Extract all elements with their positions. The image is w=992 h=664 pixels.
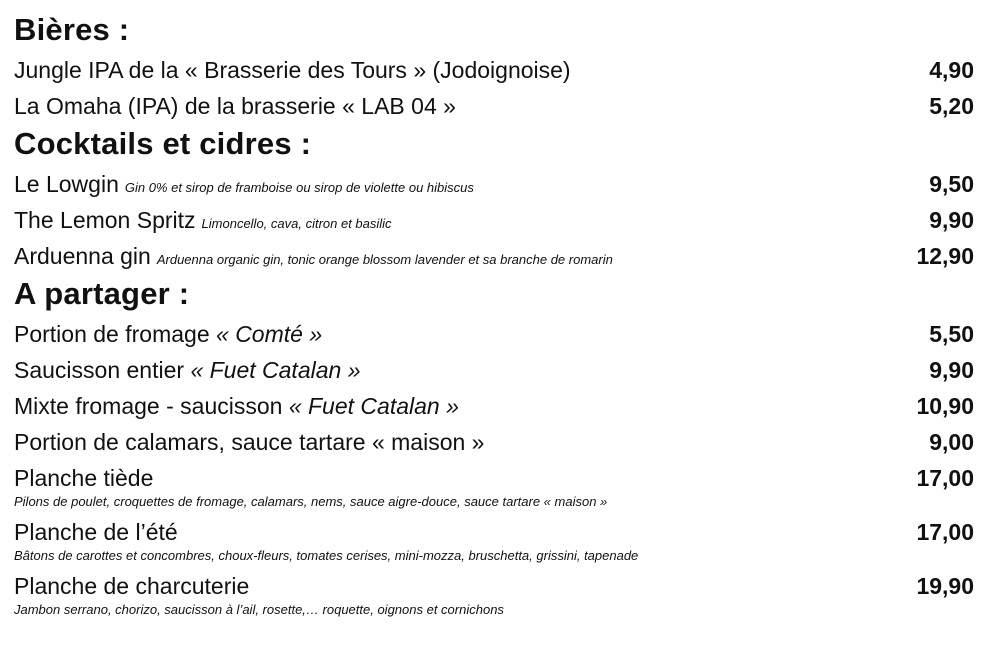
item-name-italic: « Fuet Catalan » — [288, 393, 459, 419]
section-title-partager: A partager : — [14, 276, 190, 311]
item-name: Planche tiède — [14, 465, 154, 491]
item-description: Bâtons de carottes et concombres, choux-fleurs, tomates cerises, mini-mozza, bruschetta, grissini, tapenade — [14, 548, 639, 563]
item-name: Portion de fromage — [14, 321, 210, 347]
menu-item — [14, 166, 974, 202]
menu-item — [14, 352, 974, 388]
menu-item-with-details — [14, 460, 974, 514]
item-price: 19,90 — [916, 573, 974, 599]
item-name-group — [14, 202, 392, 242]
item-name-italic: « Comté » — [216, 321, 323, 347]
item-name: Arduenna gin — [14, 243, 151, 269]
item-name: Jungle IPA de la « Brasserie des Tours » (Jodoignoise) — [14, 57, 571, 83]
item-price: 5,20 — [929, 93, 974, 119]
menu-page — [14, 10, 974, 622]
item-price: 12,90 — [916, 243, 974, 269]
item-price: 17,00 — [916, 465, 974, 491]
item-name: Portion de calamars, sauce tartare « maison » — [14, 429, 485, 455]
menu-item — [14, 238, 974, 274]
item-name: Saucisson entier — [14, 357, 185, 383]
menu-item — [14, 568, 974, 604]
menu-item — [14, 424, 974, 460]
item-price: 9,50 — [929, 171, 974, 197]
item-price: 9,90 — [929, 357, 974, 383]
item-price: 9,90 — [929, 207, 974, 233]
section-title-bieres: Bières : — [14, 12, 130, 47]
item-price: 10,90 — [916, 393, 974, 419]
menu-item — [14, 202, 974, 238]
item-name-group — [14, 388, 459, 424]
menu-item-with-details — [14, 568, 974, 622]
item-description: Gin 0% et sirop de framboise ou sirop de violette ou hibiscus — [124, 180, 474, 195]
item-name: The Lemon Spritz — [14, 207, 196, 233]
item-name: Planche de charcuterie — [14, 573, 250, 599]
item-price: 9,00 — [929, 429, 974, 455]
menu-item — [14, 514, 974, 550]
section-title-cocktails: Cocktails et cidres : — [14, 126, 312, 161]
item-description: Limoncello, cava, citron et basilic — [201, 216, 392, 231]
item-name: Mixte fromage - saucisson — [14, 393, 283, 419]
item-price: 4,90 — [929, 57, 974, 83]
menu-item — [14, 388, 974, 424]
item-name-group — [14, 352, 361, 388]
item-description: Arduenna organic gin, tonic orange blossom lavender et sa branche de romarin — [156, 252, 613, 267]
item-name-italic: « Fuet Catalan » — [190, 357, 361, 383]
item-name: Le Lowgin — [14, 171, 119, 197]
item-description: Jambon serrano, chorizo, saucisson à l’ail, rosette,… roquette, oignons et cornichons — [14, 602, 504, 617]
item-name-group — [14, 166, 474, 206]
item-name-group — [14, 238, 613, 278]
menu-item — [14, 52, 974, 88]
item-description: Pilons de poulet, croquettes de fromage, calamars, nems, sauce aigre-douce, sauce tartare « maison » — [14, 494, 608, 509]
menu-item — [14, 316, 974, 352]
menu-item — [14, 460, 974, 496]
menu-item — [14, 88, 974, 124]
item-price: 17,00 — [916, 519, 974, 545]
item-name: Planche de l’été — [14, 519, 178, 545]
menu-item-with-details — [14, 514, 974, 568]
item-price: 5,50 — [929, 321, 974, 347]
item-name: La Omaha (IPA) de la brasserie « LAB 04 » — [14, 93, 456, 119]
item-name-group — [14, 316, 322, 352]
